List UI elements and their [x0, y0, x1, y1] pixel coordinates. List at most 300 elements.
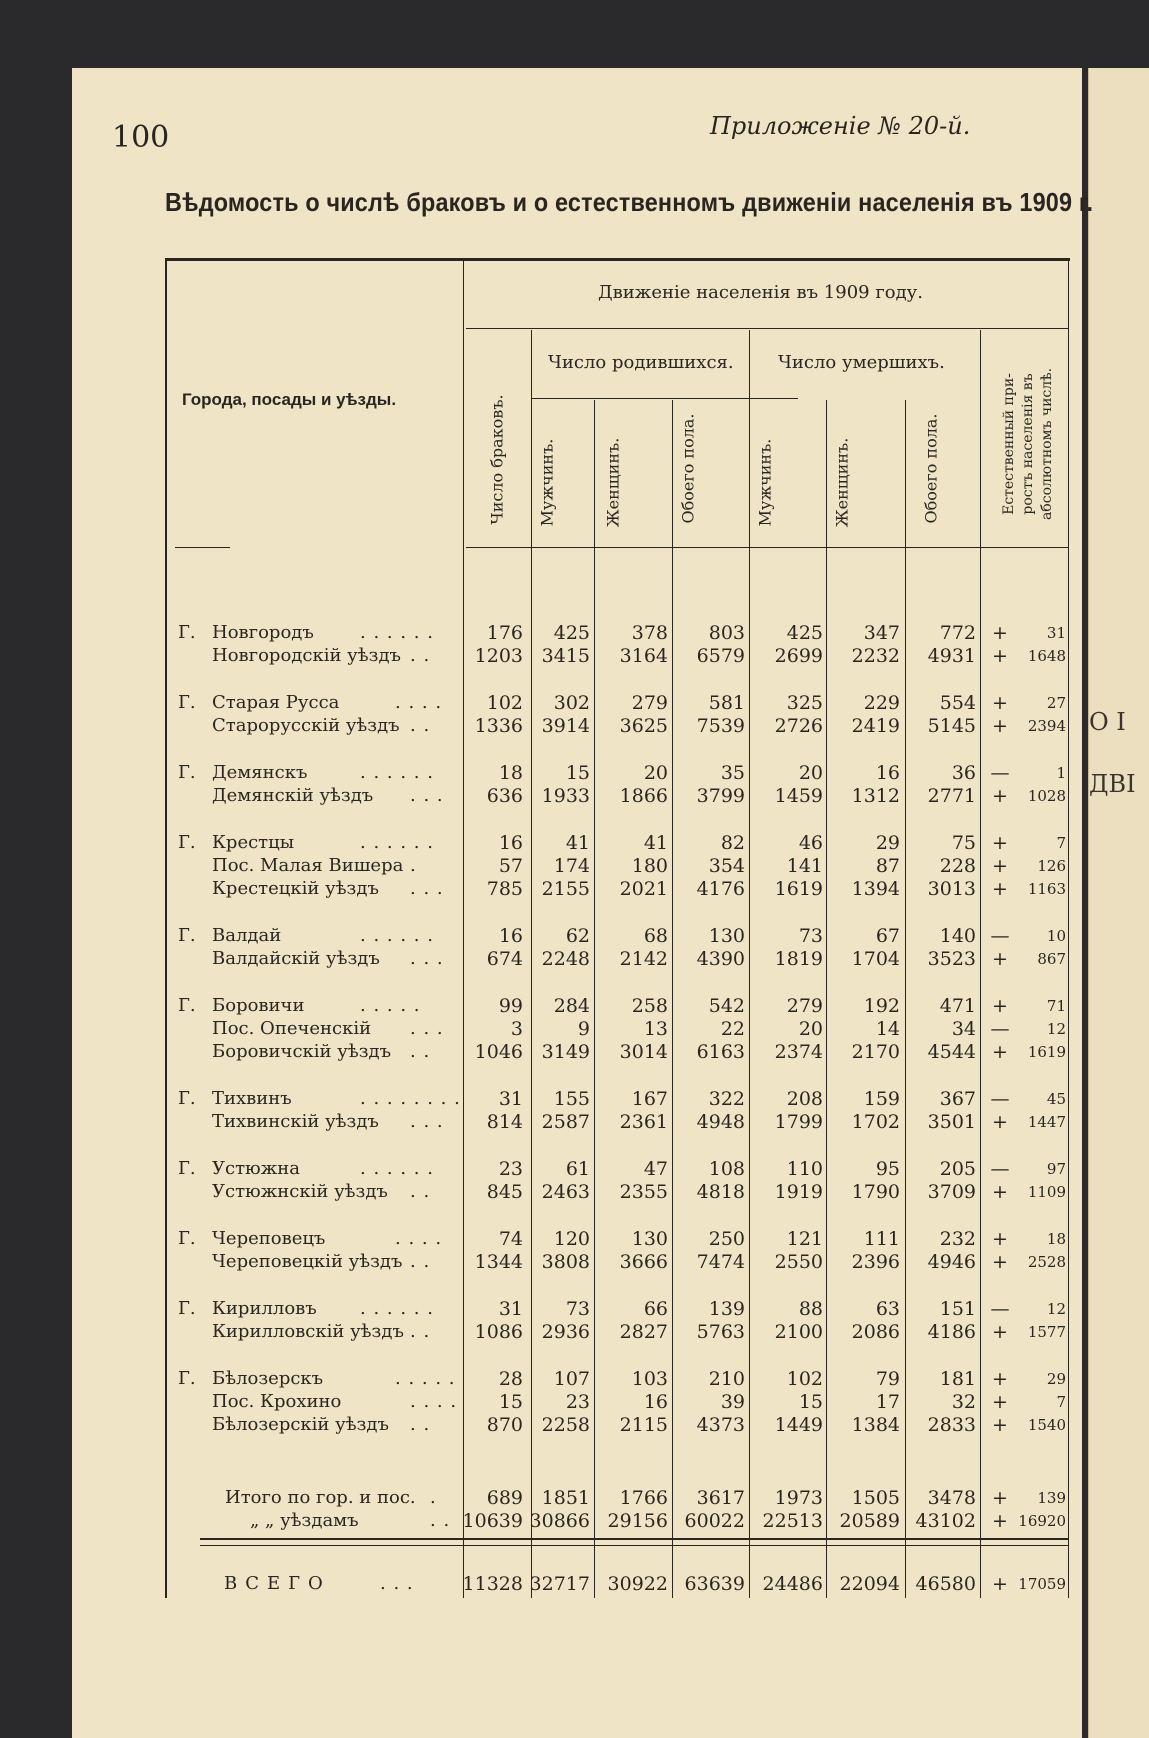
growth-sign: +	[992, 832, 1008, 854]
cell-col-4: 60022	[684, 1510, 745, 1532]
cell-col-2: 2936	[541, 1321, 590, 1343]
growth-sign: +	[992, 1228, 1008, 1250]
cell-col-5: 2726	[774, 715, 823, 737]
cell-col-5: 102	[786, 1368, 823, 1390]
cell-col-2: 1851	[541, 1487, 590, 1509]
cell-col-5: 279	[786, 995, 823, 1017]
table-row	[0, 692, 1125, 714]
row-leader-dots: . . . . .	[395, 1368, 456, 1389]
cell-col-4: 22	[720, 1018, 745, 1040]
header-rule-left	[175, 547, 230, 548]
row-label: Устюжнскій уѣздъ	[212, 1181, 388, 1202]
table-row	[0, 878, 1125, 900]
cell-col-7: 232	[939, 1228, 976, 1250]
cell-col-6: 22094	[839, 1573, 900, 1595]
cell-col-6: 2170	[851, 1041, 900, 1063]
growth-sign: +	[992, 1368, 1008, 1390]
row-label: Бѣлозерскъ	[212, 1368, 324, 1389]
cell-col-4: 6163	[696, 1041, 745, 1063]
cell-col-5: 121	[786, 1228, 823, 1250]
cell-col-5: 1459	[774, 785, 823, 807]
growth-value: 7	[1056, 834, 1066, 852]
cell-col-1: 870	[486, 1414, 523, 1436]
cell-col-1: 15	[498, 1391, 523, 1413]
cell-col-2: 2248	[541, 948, 590, 970]
row-prefix: Г.	[178, 622, 196, 643]
cell-col-2: 3149	[541, 1041, 590, 1063]
cell-col-1: 689	[486, 1487, 523, 1509]
growth-sign: —	[990, 1018, 1010, 1040]
growth-sign: +	[992, 1414, 1008, 1436]
table-row	[0, 1298, 1125, 1320]
cell-col-2: 41	[565, 832, 590, 854]
page-number: 100	[112, 120, 170, 155]
cell-col-4: 35	[720, 762, 745, 784]
table-row	[0, 715, 1125, 737]
cell-col-4: 4948	[696, 1111, 745, 1133]
row-label: Новгородскій уѣздъ	[212, 645, 401, 666]
growth-sign: +	[992, 1111, 1008, 1133]
cell-col-1: 814	[486, 1111, 523, 1133]
row-prefix: Г.	[178, 995, 196, 1016]
cell-col-2: 425	[553, 622, 590, 644]
growth-sign: +	[992, 1487, 1008, 1509]
cell-col-1: 785	[486, 878, 523, 900]
row-label: „ „ уѣздамъ	[250, 1510, 359, 1531]
row-leader-dots: . . .	[380, 1573, 414, 1594]
row-leader-dots: . . .	[410, 1018, 444, 1039]
cell-col-2: 61	[565, 1158, 590, 1180]
cell-col-7: 46580	[915, 1573, 976, 1595]
cell-col-6: 1702	[851, 1111, 900, 1133]
growth-sign: +	[992, 995, 1008, 1017]
cell-col-7: 36	[951, 762, 976, 784]
cell-col-3: 130	[631, 1228, 668, 1250]
cell-col-5: 46	[798, 832, 823, 854]
totals-row	[0, 1487, 1125, 1509]
row-leader-dots: . . . . . .	[360, 832, 434, 853]
growth-sign: +	[992, 1251, 1008, 1273]
row-label: Кирилловъ	[212, 1298, 317, 1319]
cell-col-5: 20	[798, 1018, 823, 1040]
cell-col-2: 2155	[541, 878, 590, 900]
row-prefix: Г.	[178, 762, 196, 783]
row-prefix: Г.	[178, 1158, 196, 1179]
growth-value: 7	[1056, 1393, 1066, 1411]
table-row	[0, 1368, 1125, 1390]
row-leader-dots: . . . .	[395, 1228, 443, 1249]
cell-col-1: 18	[498, 762, 523, 784]
cell-col-5: 1619	[774, 878, 823, 900]
cell-col-5: 208	[786, 1088, 823, 1110]
cell-col-7: 34	[951, 1018, 976, 1040]
row-prefix: Г.	[178, 925, 196, 946]
header-deaths: Число умершихъ.	[778, 352, 945, 373]
cell-col-6: 347	[863, 622, 900, 644]
cell-col-3: 3164	[619, 645, 668, 667]
growth-sign: +	[992, 1510, 1008, 1532]
cell-col-6: 63	[875, 1298, 900, 1320]
cell-col-6: 2086	[851, 1321, 900, 1343]
row-leader-dots: . .	[410, 715, 431, 736]
cell-col-5: 1799	[774, 1111, 823, 1133]
cell-col-5: 141	[786, 855, 823, 877]
cell-col-3: 66	[643, 1298, 668, 1320]
row-leader-dots: . .	[410, 1251, 431, 1272]
cell-col-3: 2361	[619, 1111, 668, 1133]
cell-col-3: 2021	[619, 878, 668, 900]
row-leader-dots: . .	[410, 1181, 431, 1202]
growth-value: 1619	[1027, 1043, 1066, 1061]
header-births-men: Мужчинъ.	[537, 438, 557, 527]
cell-col-1: 10639	[462, 1510, 523, 1532]
header-births-both: Обоего пола.	[678, 413, 698, 524]
cell-col-1: 1046	[474, 1041, 523, 1063]
row-leader-dots: . . .	[410, 1111, 444, 1132]
growth-sign: +	[992, 855, 1008, 877]
cell-col-1: 31	[498, 1088, 523, 1110]
growth-sign: —	[990, 1088, 1010, 1110]
row-leader-dots: . . . .	[395, 692, 443, 713]
cell-col-3: 167	[631, 1088, 668, 1110]
cell-col-4: 7539	[696, 715, 745, 737]
row-leader-dots: . .	[410, 1414, 431, 1435]
row-leader-dots: . .	[430, 1510, 451, 1531]
cell-col-4: 581	[708, 692, 745, 714]
cell-col-7: 3478	[927, 1487, 976, 1509]
cell-col-2: 155	[553, 1088, 590, 1110]
row-label: Боровичи	[212, 995, 305, 1016]
cell-col-4: 4818	[696, 1181, 745, 1203]
table-row	[0, 1088, 1125, 1110]
growth-value: 17059	[1018, 1575, 1066, 1593]
cell-col-1: 1336	[474, 715, 523, 737]
cell-col-5: 15	[798, 1391, 823, 1413]
cell-col-3: 3014	[619, 1041, 668, 1063]
growth-sign: +	[992, 645, 1008, 667]
growth-value: 16920	[1018, 1512, 1066, 1530]
header-movement: Движеніе населенія въ 1909 году.	[598, 282, 923, 303]
cell-col-7: 3013	[927, 878, 976, 900]
cell-col-7: 772	[939, 622, 976, 644]
row-label: Крестцы	[212, 832, 295, 853]
header-growth-2: ростъ населенія въ	[1020, 373, 1036, 515]
cell-col-5: 2550	[774, 1251, 823, 1273]
cell-col-2: 3914	[541, 715, 590, 737]
cell-col-2: 120	[553, 1228, 590, 1250]
cell-col-5: 1919	[774, 1181, 823, 1203]
cell-col-7: 151	[939, 1298, 976, 1320]
cell-col-7: 3523	[927, 948, 976, 970]
cell-col-6: 67	[875, 925, 900, 947]
page-title: Вѣдомость о числѣ браковъ и о естественномъ движеніи населенія въ 1909 г.	[165, 187, 1094, 217]
row-label: ВСЕГО	[224, 1573, 331, 1594]
cell-col-6: 95	[875, 1158, 900, 1180]
cell-col-2: 2258	[541, 1414, 590, 1436]
header-births: Число родившихся.	[548, 352, 734, 373]
cell-col-1: 31	[498, 1298, 523, 1320]
cell-col-5: 2374	[774, 1041, 823, 1063]
row-leader-dots: . . . . . .	[360, 622, 434, 643]
row-header: Города, посады и уѣзды.	[182, 390, 397, 409]
cell-col-4: 7474	[696, 1251, 745, 1273]
cell-col-2: 9	[577, 1018, 590, 1040]
row-prefix: Г.	[178, 1088, 196, 1109]
cell-col-2: 62	[565, 925, 590, 947]
appendix-label: Приложеніе № 20-й.	[710, 112, 971, 140]
cell-col-1: 1344	[474, 1251, 523, 1273]
cell-col-5: 20	[798, 762, 823, 784]
cell-col-1: 176	[486, 622, 523, 644]
cell-col-1: 99	[498, 995, 523, 1017]
growth-sign: +	[992, 1041, 1008, 1063]
table-row	[0, 948, 1125, 970]
growth-value: 1109	[1027, 1183, 1066, 1201]
growth-sign: —	[990, 925, 1010, 947]
next-page-fragment-1: О I	[1089, 708, 1126, 736]
growth-sign: +	[992, 785, 1008, 807]
row-label: Тихвинскій уѣздъ	[212, 1111, 379, 1132]
table-row	[0, 1414, 1125, 1436]
cell-col-4: 250	[708, 1228, 745, 1250]
table-top-rule	[165, 258, 1070, 261]
row-leader-dots: . . .	[410, 878, 444, 899]
cell-col-3: 279	[631, 692, 668, 714]
cell-col-4: 6579	[696, 645, 745, 667]
growth-value: 71	[1046, 997, 1066, 1015]
cell-col-1: 16	[498, 925, 523, 947]
cell-col-3: 2115	[619, 1414, 668, 1436]
row-leader-dots: . . .	[410, 948, 444, 969]
cell-col-6: 1394	[851, 878, 900, 900]
cell-col-2: 73	[565, 1298, 590, 1320]
cell-col-5: 425	[786, 622, 823, 644]
cell-col-4: 542	[708, 995, 745, 1017]
table-row	[0, 1041, 1125, 1063]
cell-col-3: 2355	[619, 1181, 668, 1203]
row-leader-dots: . . . . . .	[360, 762, 434, 783]
cell-col-7: 471	[939, 995, 976, 1017]
totals-rule-2	[200, 1545, 1068, 1546]
cell-col-4: 3799	[696, 785, 745, 807]
table-row	[0, 645, 1125, 667]
table-row	[0, 622, 1125, 644]
growth-value: 2528	[1027, 1253, 1066, 1271]
table-row	[0, 855, 1125, 877]
row-label: Старая Русса	[212, 692, 340, 713]
cell-col-6: 20589	[839, 1510, 900, 1532]
header-growth-1: Естественный при-	[1001, 373, 1017, 515]
row-label: Устюжна	[212, 1158, 301, 1179]
cell-col-7: 4186	[927, 1321, 976, 1343]
cell-col-3: 20	[643, 762, 668, 784]
table-row	[0, 1391, 1125, 1413]
cell-col-7: 554	[939, 692, 976, 714]
row-label: Череповецкій уѣздъ	[212, 1251, 403, 1272]
cell-col-4: 4373	[696, 1414, 745, 1436]
cell-col-4: 139	[708, 1298, 745, 1320]
growth-sign: +	[992, 948, 1008, 970]
cell-col-6: 14	[875, 1018, 900, 1040]
cell-col-2: 15	[565, 762, 590, 784]
cell-col-5: 2100	[774, 1321, 823, 1343]
cell-col-7: 4946	[927, 1251, 976, 1273]
growth-value: 1028	[1027, 787, 1066, 805]
cell-col-3: 2827	[619, 1321, 668, 1343]
cell-col-7: 140	[939, 925, 976, 947]
cell-col-7: 3501	[927, 1111, 976, 1133]
cell-col-3: 258	[631, 995, 668, 1017]
growth-value: 1540	[1027, 1416, 1066, 1434]
cell-col-7: 75	[951, 832, 976, 854]
cell-col-1: 11328	[462, 1573, 523, 1595]
row-label: Боровичскій уѣздъ	[212, 1041, 392, 1062]
cell-col-2: 3808	[541, 1251, 590, 1273]
cell-col-7: 4931	[927, 645, 976, 667]
row-leader-dots: . . . . . .	[360, 1158, 434, 1179]
cell-col-4: 4176	[696, 878, 745, 900]
cell-col-5: 22513	[762, 1510, 823, 1532]
row-label: Пос. Малая Вишера	[212, 855, 404, 876]
cell-col-3: 1766	[619, 1487, 668, 1509]
table-row	[0, 785, 1125, 807]
cell-col-5: 73	[798, 925, 823, 947]
row-prefix: Г.	[178, 1368, 196, 1389]
row-label: Старорусскій уѣздъ	[212, 715, 400, 736]
cell-col-2: 1933	[541, 785, 590, 807]
cell-col-6: 79	[875, 1368, 900, 1390]
cell-col-1: 636	[486, 785, 523, 807]
cell-col-2: 2463	[541, 1181, 590, 1203]
cell-col-6: 111	[863, 1228, 900, 1250]
cell-col-2: 174	[553, 855, 590, 877]
cell-col-4: 39	[720, 1391, 745, 1413]
cell-col-3: 2142	[619, 948, 668, 970]
table-row	[0, 1181, 1125, 1203]
cell-col-6: 159	[863, 1088, 900, 1110]
row-label: Череповецъ	[212, 1228, 326, 1249]
cell-col-2: 302	[553, 692, 590, 714]
header-rule-1	[466, 328, 1068, 329]
row-leader-dots: . . . . . . . .	[360, 1088, 461, 1109]
cell-col-3: 3666	[619, 1251, 668, 1273]
row-label: Кирилловскій уѣздъ	[212, 1321, 404, 1342]
table-row	[0, 1018, 1125, 1040]
cell-col-4: 354	[708, 855, 745, 877]
totals-rule	[200, 1538, 1068, 1540]
growth-sign: —	[990, 1298, 1010, 1320]
growth-value: 1577	[1027, 1323, 1066, 1341]
growth-value: 10	[1046, 927, 1066, 945]
cell-col-6: 1384	[851, 1414, 900, 1436]
header-bottom-rule	[466, 547, 1068, 548]
growth-value: 12	[1046, 1300, 1066, 1318]
header-rule-deaths	[750, 398, 798, 399]
row-prefix: Г.	[178, 1228, 196, 1249]
row-leader-dots: . .	[410, 1041, 431, 1062]
cell-col-7: 5145	[927, 715, 976, 737]
growth-sign: +	[992, 692, 1008, 714]
cell-col-3: 3625	[619, 715, 668, 737]
row-leader-dots: .	[410, 855, 417, 876]
cell-col-3: 1866	[619, 785, 668, 807]
cell-col-1: 102	[486, 692, 523, 714]
cell-col-7: 205	[939, 1158, 976, 1180]
cell-col-3: 103	[631, 1368, 668, 1390]
cell-col-3: 378	[631, 622, 668, 644]
cell-col-2: 23	[565, 1391, 590, 1413]
table-row	[0, 1321, 1125, 1343]
cell-col-6: 192	[863, 995, 900, 1017]
cell-col-1: 674	[486, 948, 523, 970]
cell-col-5: 110	[786, 1158, 823, 1180]
cell-col-1: 1203	[474, 645, 523, 667]
row-label: Тихвинъ	[212, 1088, 292, 1109]
cell-col-4: 3617	[696, 1487, 745, 1509]
growth-sign: +	[992, 1573, 1008, 1595]
cell-col-4: 4390	[696, 948, 745, 970]
cell-col-6: 2232	[851, 645, 900, 667]
header-deaths-women: Женщинъ.	[832, 437, 852, 528]
header-deaths-men: Мужчинъ.	[755, 438, 775, 527]
cell-col-4: 803	[708, 622, 745, 644]
cell-col-6: 2419	[851, 715, 900, 737]
row-prefix: Г.	[178, 1298, 196, 1319]
cell-col-7: 43102	[915, 1510, 976, 1532]
cell-col-4: 322	[708, 1088, 745, 1110]
cell-col-1: 3	[510, 1018, 523, 1040]
header-marriages: Число браковъ.	[487, 394, 507, 525]
growth-sign: +	[992, 715, 1008, 737]
cell-col-5: 1973	[774, 1487, 823, 1509]
cell-col-7: 181	[939, 1368, 976, 1390]
cell-col-4: 210	[708, 1368, 745, 1390]
cell-col-2: 3415	[541, 645, 590, 667]
cell-col-6: 16	[875, 762, 900, 784]
cell-col-3: 16	[643, 1391, 668, 1413]
row-label: Демянскій уѣздъ	[212, 785, 374, 806]
cell-col-1: 23	[498, 1158, 523, 1180]
row-prefix: Г.	[178, 692, 196, 713]
table-row	[0, 1228, 1125, 1250]
row-leader-dots: . . .	[410, 785, 444, 806]
cell-col-1: 1086	[474, 1321, 523, 1343]
cell-col-2: 284	[553, 995, 590, 1017]
row-leader-dots: . . . .	[410, 1391, 458, 1412]
cell-col-6: 1505	[851, 1487, 900, 1509]
table-row	[0, 995, 1125, 1017]
growth-sign: +	[992, 622, 1008, 644]
cell-col-2: 2587	[541, 1111, 590, 1133]
growth-sign: +	[992, 878, 1008, 900]
cell-col-7: 228	[939, 855, 976, 877]
cell-col-4: 82	[720, 832, 745, 854]
cell-col-4: 63639	[684, 1573, 745, 1595]
row-label: Итого по гор. и пос.	[225, 1487, 416, 1508]
cell-col-1: 845	[486, 1181, 523, 1203]
cell-col-6: 1704	[851, 948, 900, 970]
growth-value: 97	[1046, 1160, 1066, 1178]
grand-total-row	[0, 1573, 1125, 1595]
table-row	[0, 925, 1125, 947]
growth-sign: —	[990, 1158, 1010, 1180]
cell-col-1: 74	[498, 1228, 523, 1250]
cell-col-6: 1790	[851, 1181, 900, 1203]
growth-value: 29	[1046, 1370, 1066, 1388]
cell-col-2: 32717	[529, 1573, 590, 1595]
table-row	[0, 1158, 1125, 1180]
cell-col-3: 29156	[607, 1510, 668, 1532]
